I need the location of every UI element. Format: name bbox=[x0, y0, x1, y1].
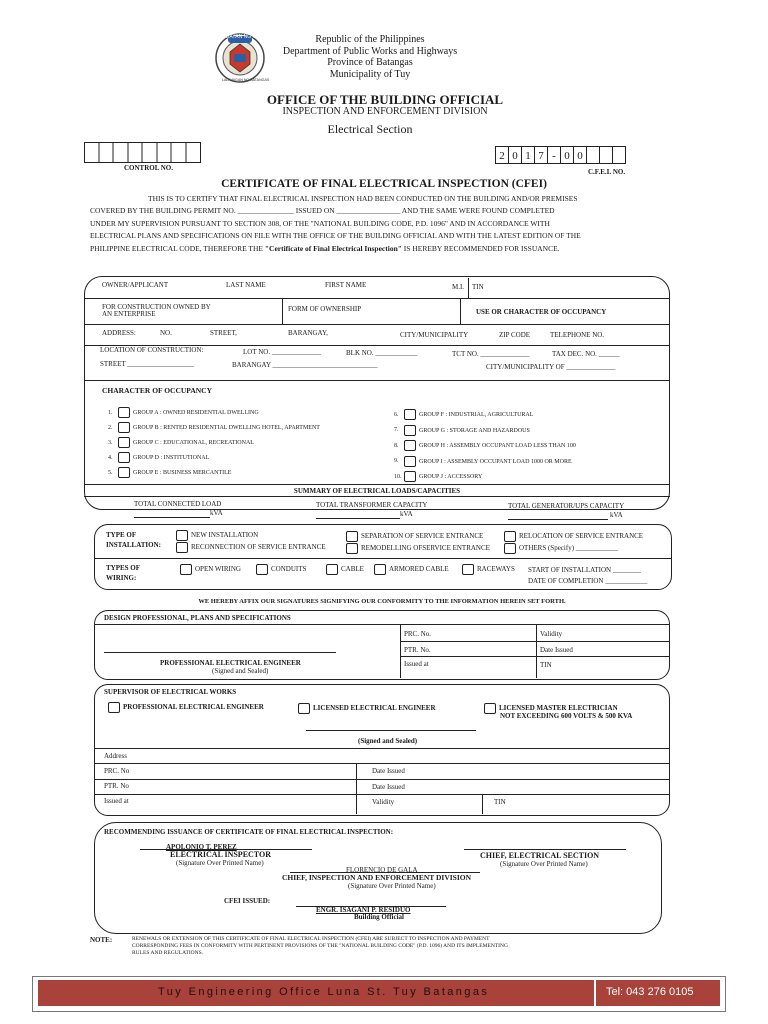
body-line-3: UNDER MY SUPERVISION PURSUANT TO SECTION 308, OF THE "NATIONAL BUILDING CODE, P.D. 1096" AND IN ACCORDANCE WITH bbox=[90, 218, 550, 228]
tin-label: TIN bbox=[472, 283, 484, 291]
occupancy-checkbox[interactable] bbox=[404, 409, 416, 420]
occupancy-number: 6. bbox=[394, 411, 399, 418]
occupancy-number: 1. bbox=[108, 409, 113, 416]
occupancy-label: GROUP F : INDUSTRIAL, AGRICULTURAL bbox=[419, 411, 534, 418]
occupancy-option[interactable] bbox=[394, 409, 576, 425]
date-completion: DATE OF COMPLETION ____________ bbox=[528, 577, 648, 585]
occupancy-number: 4. bbox=[108, 454, 113, 461]
generator-label: TOTAL GENERATOR/UPS CAPACITY bbox=[508, 502, 625, 510]
header-municipality: Municipality of Tuy bbox=[329, 68, 411, 80]
tct-no: TCT NO. ______________ bbox=[452, 350, 530, 358]
supervisor-heading: SUPERVISOR OF ELECTRICAL WORKS bbox=[104, 688, 237, 696]
address-no: NO. bbox=[160, 329, 172, 337]
office-title: OFFICE OF THE BUILDING OFFICIAL bbox=[266, 92, 504, 107]
occupancy-label: GROUP J : ACCESSORY bbox=[419, 473, 483, 480]
sup-opt-lme-note: NOT EXCEEDING 600 VOLTS & 500 KVA bbox=[500, 712, 633, 720]
seal-text-bottom: LALAWIGAN NG BATANGAS bbox=[222, 78, 270, 82]
header-department: Department of Public Works and Highways bbox=[282, 45, 458, 57]
occupancy-checkbox[interactable] bbox=[118, 452, 130, 463]
transformer-unit: kVA bbox=[400, 510, 413, 518]
wiring-open[interactable] bbox=[180, 564, 241, 575]
cfei-cell[interactable]: - bbox=[547, 146, 561, 164]
occupancy-number: 5. bbox=[108, 469, 113, 476]
last-name-label: LAST NAME bbox=[226, 281, 266, 289]
cfei-issued-label: CFEI ISSUED: bbox=[224, 897, 271, 905]
opt-separation-label: SEPARATION OF SERVICE ENTRANCE bbox=[361, 532, 484, 541]
sup-prc: PRC. No bbox=[104, 767, 130, 775]
design-pee: PROFESSIONAL ELECTRICAL ENGINEER bbox=[160, 659, 301, 667]
wiring-armored-label: ARMORED CABLE bbox=[389, 565, 449, 574]
occupancy-number: 10. bbox=[394, 473, 402, 480]
chief-division-title: CHIEF, INSPECTION AND ENFORCEMENT DIVISION bbox=[282, 873, 471, 882]
opt-reconnection[interactable] bbox=[176, 542, 326, 553]
generator-unit: kVA bbox=[610, 511, 623, 519]
sup-address: Address bbox=[104, 752, 127, 760]
note-label: NOTE: bbox=[90, 936, 113, 944]
wiring-cable[interactable] bbox=[326, 564, 364, 575]
wiring-cable-label: CABLE bbox=[341, 565, 364, 574]
type-wiring-label: TYPES OF WIRING: bbox=[106, 564, 140, 582]
division-title: INSPECTION AND ENFORCEMENT DIVISION bbox=[282, 106, 488, 117]
wiring-conduits[interactable] bbox=[256, 564, 306, 575]
seal-text-top: BAYAN NG TUY bbox=[226, 34, 263, 40]
blk-no: BLK NO. ____________ bbox=[346, 349, 418, 357]
occupancy-checkbox[interactable] bbox=[118, 467, 130, 478]
note-line-2: CORRESPONDING FEES IN CONFORMITY WITH PERTINENT PROVISIONS OF THE "NATIONAL BUILDING CODE" (P.D. 1096) AND ITS IMPLEMENTING bbox=[132, 943, 508, 949]
address-street: STREET, bbox=[210, 329, 237, 337]
cfei-cell[interactable] bbox=[612, 146, 626, 164]
body-line-1: THIS IS TO CERTIFY THAT FINAL ELECTRICAL INSPECTION HAD BEEN CONDUCTED ON THE BUILDING AND/OR PREMISES bbox=[148, 194, 578, 203]
design-issued-at: Issued at bbox=[404, 660, 429, 668]
wiring-open-label: OPEN WIRING bbox=[195, 565, 241, 574]
footer-bar bbox=[38, 980, 720, 1006]
design-signed: (Signed and Sealed) bbox=[212, 667, 269, 675]
opt-others-label: OTHERS (Specify) ____________ bbox=[519, 544, 618, 553]
cfei-cell[interactable]: 0 bbox=[573, 146, 587, 164]
occupancy-option[interactable] bbox=[108, 467, 320, 482]
tax-dec-no: TAX DEC. NO. ______ bbox=[552, 350, 620, 358]
transformer-label: TOTAL TRANSFORMER CAPACITY bbox=[316, 501, 428, 509]
occupancy-checkbox[interactable] bbox=[118, 407, 130, 418]
cfei-cell[interactable]: 2 bbox=[495, 146, 509, 164]
use-character-label: USE OR CHARACTER OF OCCUPANCY bbox=[476, 308, 607, 316]
occupancy-heading: CHARACTER OF OCCUPANCY bbox=[102, 386, 212, 395]
occupancy-checkbox[interactable] bbox=[118, 422, 130, 433]
location-label: LOCATION OF CONSTRUCTION: bbox=[100, 346, 204, 354]
body-line-5b: "Certificate of Final Electrical Inspection" bbox=[264, 243, 402, 253]
body-line-4: ELECTRICAL PLANS AND SPECIFICATIONS ON FILE WITH THE OFFICE OF THE BUILDING OFFICIAL AND WITH THE LATEST EDITION OF THE bbox=[90, 231, 581, 241]
wiring-conduits-label: CONDUITS bbox=[271, 565, 307, 574]
sup-opt-lee-label: LICENSED ELECTRICAL ENGINEER bbox=[313, 704, 436, 713]
occupancy-option[interactable] bbox=[108, 452, 320, 467]
wiring-raceways[interactable] bbox=[462, 564, 515, 575]
inspector-title: ELECTRICAL INSPECTOR bbox=[170, 850, 271, 859]
cfei-cell[interactable] bbox=[586, 146, 600, 164]
city-2: CITY/MUNICIPALITY OF ______________ bbox=[486, 363, 616, 371]
chief-section-title: CHIEF, ELECTRICAL SECTION bbox=[480, 851, 600, 860]
opt-relocation[interactable] bbox=[504, 531, 643, 542]
loads-heading: SUMMARY OF ELECTRICAL LOADS/CAPACITIES bbox=[293, 487, 461, 495]
start-installation: START OF INSTALLATION ________ bbox=[528, 566, 641, 574]
building-official-title: Building Official bbox=[354, 913, 404, 921]
occupancy-number: 3. bbox=[108, 439, 113, 446]
building-official-name: ENGR. ISAGANI P. RESIDUO bbox=[316, 906, 411, 914]
affix-statement: WE HEREBY AFFIX OUR SIGNATURES SIGNIFYING OUR CONFORMITY TO THE INFORMATION HEREIN SET FORTH. bbox=[198, 598, 566, 605]
design-heading: DESIGN PROFESSIONAL, PLANS AND SPECIFICATIONS bbox=[104, 614, 291, 622]
occupancy-option[interactable] bbox=[108, 437, 320, 452]
occupancy-number: 2. bbox=[108, 424, 113, 431]
occupancy-label: GROUP B : RENTED RESIDENTIAL DWELLING HOTEL, APARTMENT bbox=[133, 424, 320, 431]
sup-issued-at: Issued at bbox=[104, 797, 129, 805]
address-zip: ZIP CODE bbox=[499, 331, 531, 339]
occupancy-label: GROUP C : EDUCATIONAL, RECREATIONAL bbox=[133, 439, 254, 446]
occupancy-checkbox[interactable] bbox=[404, 471, 416, 482]
occupancy-label: GROUP E : BUSINESS MERCANTILE bbox=[133, 469, 232, 476]
mi-label: M.I. bbox=[452, 283, 465, 291]
recommending-heading: RECOMMENDING ISSUANCE OF CERTIFICATE OF FINAL ELECTRICAL INSPECTION: bbox=[104, 828, 394, 836]
opt-new-installation[interactable] bbox=[176, 530, 258, 541]
section-title: Electrical Section bbox=[327, 122, 413, 136]
sup-date-issued: Date Issued bbox=[372, 767, 405, 775]
lot-no: LOT NO. ______________ bbox=[243, 348, 321, 356]
occupancy-label: GROUP H : ASSEMBLY OCCUPANT LOAD LESS THAN 100 bbox=[419, 442, 576, 449]
first-name-label: FIRST NAME bbox=[325, 281, 367, 289]
body-line-5c: IS HEREBY RECOMMENDED FOR ISSUANCE. bbox=[401, 243, 560, 253]
sup-opt-lee[interactable] bbox=[298, 703, 436, 714]
occupancy-label: GROUP A : OWNED RESIDENTIAL DWELLING bbox=[133, 409, 259, 416]
inspector-signature: (Signature Over Printed Name) bbox=[176, 859, 264, 867]
design-date-issued: Date Issued bbox=[540, 646, 573, 654]
cfei-cell[interactable]: 0 bbox=[560, 146, 574, 164]
header-province: Province of Batangas bbox=[327, 57, 413, 68]
supervisor-signed: (Signed and Sealed) bbox=[358, 737, 418, 745]
chief-name: FLORENCIO DE GALA bbox=[346, 866, 418, 874]
footer-office: Tuy Engineering Office Luna St. Tuy Batangas bbox=[158, 986, 490, 998]
address-barangay: BARANGAY, bbox=[288, 329, 328, 337]
design-tin: TIN bbox=[540, 661, 552, 669]
sup-date-issued-2: Date Issued bbox=[372, 783, 405, 791]
opt-remodelling[interactable] bbox=[346, 543, 490, 554]
footer-divider bbox=[594, 980, 596, 1006]
note-line-3: RULES AND REGULATIONS. bbox=[132, 950, 204, 956]
occupancy-label: GROUP I : ASSEMBLY OCCUPANT LOAD 1000 OR MORE bbox=[419, 458, 572, 465]
occupancy-label: GROUP G : STORAGE AND HAZARDOUS bbox=[419, 427, 530, 434]
header-republic: Republic of the Philippines bbox=[315, 34, 425, 45]
occupancy-checkbox[interactable] bbox=[404, 425, 416, 436]
opt-others[interactable] bbox=[504, 543, 618, 554]
certificate-title: CERTIFICATE OF FINAL ELECTRICAL INSPECTION (CFEI) bbox=[221, 178, 547, 190]
occupancy-option[interactable] bbox=[108, 407, 320, 422]
cfei-cell[interactable] bbox=[599, 146, 613, 164]
sup-opt-lme-label: LICENSED MASTER ELECTRICIAN bbox=[499, 704, 618, 713]
body-line-5a: PHILIPPINE ELECTRICAL CODE, THEREFORE THE bbox=[90, 243, 265, 253]
occupancy-checkbox[interactable] bbox=[118, 437, 130, 448]
sup-opt-pee[interactable] bbox=[108, 702, 264, 713]
type-installation-label: TYPE OF INSTALLATION: bbox=[106, 531, 161, 549]
cfei-no-cells[interactable] bbox=[496, 146, 626, 166]
occupancy-option[interactable] bbox=[108, 422, 320, 437]
connected-unit: kVA bbox=[210, 509, 223, 517]
occupancy-option[interactable] bbox=[394, 425, 576, 441]
address-city: CITY/MUNICIPALITY bbox=[400, 331, 469, 339]
cfei-cell[interactable]: 0 bbox=[508, 146, 522, 164]
address-telephone: TELEPHONE NO. bbox=[550, 331, 605, 339]
street-2: STREET ___________________ bbox=[100, 360, 194, 368]
opt-relocation-label: RELOCATION OF SERVICE ENTRANCE bbox=[519, 532, 644, 541]
opt-separation[interactable] bbox=[346, 531, 483, 542]
sup-validity: Validity bbox=[372, 798, 395, 806]
occupancy-checkbox[interactable] bbox=[404, 440, 416, 451]
footer-tel: Tel: 043 276 0105 bbox=[606, 986, 694, 998]
cfei-no-label: C.F.E.I. NO. bbox=[588, 168, 626, 176]
wiring-armored[interactable] bbox=[374, 564, 449, 575]
design-ptr: PTR. No. bbox=[404, 646, 431, 654]
design-prc: PRC. No. bbox=[404, 630, 432, 638]
cfei-cell[interactable]: 1 bbox=[521, 146, 535, 164]
control-no-label: CONTROL NO. bbox=[124, 164, 174, 172]
barangay-2: BARANGAY ______________________________ bbox=[232, 361, 378, 369]
chief-section-signature: (Signature Over Printed Name) bbox=[500, 860, 588, 868]
sup-tin: TIN bbox=[494, 798, 506, 806]
address-label: ADDRESS: bbox=[102, 329, 136, 337]
control-no-cells[interactable] bbox=[84, 142, 204, 164]
occupancy-label: GROUP D : INSTITUTIONAL bbox=[133, 454, 210, 461]
inspector-name: APOLONIO T. PEREZ bbox=[166, 843, 237, 851]
note-line-1: RENEWALS OR EXTENSION OF THIS CERTIFICATE OF FINAL ELECTRICAL INSPECTION (CFEI) ARE SUBJECT TO INSPECTION AND PAYMENT bbox=[132, 936, 490, 942]
sup-opt-pee-label: PROFESSIONAL ELECTRICAL ENGINEER bbox=[123, 703, 264, 712]
occupancy-option[interactable] bbox=[394, 440, 576, 456]
opt-reconnection-label: RECONNECTION OF SERVICE ENTRANCE bbox=[191, 543, 326, 552]
occupancy-number: 8. bbox=[394, 442, 399, 449]
connected-load-label: TOTAL CONNECTED LOAD bbox=[134, 500, 222, 508]
occupancy-number: 9. bbox=[394, 458, 399, 465]
chief-division-signature: (Signature Over Printed Name) bbox=[348, 882, 436, 890]
occupancy-number: 7. bbox=[394, 427, 399, 434]
occupancy-option[interactable] bbox=[394, 456, 576, 472]
owner-applicant-label: OWNER/APPLICANT bbox=[102, 281, 169, 289]
occupancy-option[interactable] bbox=[394, 471, 576, 487]
sup-ptr: PTR. No bbox=[104, 782, 129, 790]
occupancy-checkbox[interactable] bbox=[404, 456, 416, 467]
enterprise-label: FOR CONSTRUCTION OWNED BY AN ENTERPRISE bbox=[102, 303, 211, 318]
cfei-cell[interactable]: 7 bbox=[534, 146, 548, 164]
body-line-2: COVERED BY THE BUILDING PERMIT NO. _______________ ISSUED ON _________________ AND THE SAME WERE FOUND COMPLETED bbox=[90, 206, 555, 216]
form-ownership-label: FORM OF OWNERSHIP bbox=[288, 305, 362, 313]
wiring-raceways-label: RACEWAYS bbox=[477, 565, 515, 574]
design-validity: Validity bbox=[540, 630, 563, 638]
opt-new-label: NEW INSTALLATION bbox=[191, 531, 259, 540]
opt-remodelling-label: REMODELLING OFSERVICE ENTRANCE bbox=[361, 544, 490, 553]
